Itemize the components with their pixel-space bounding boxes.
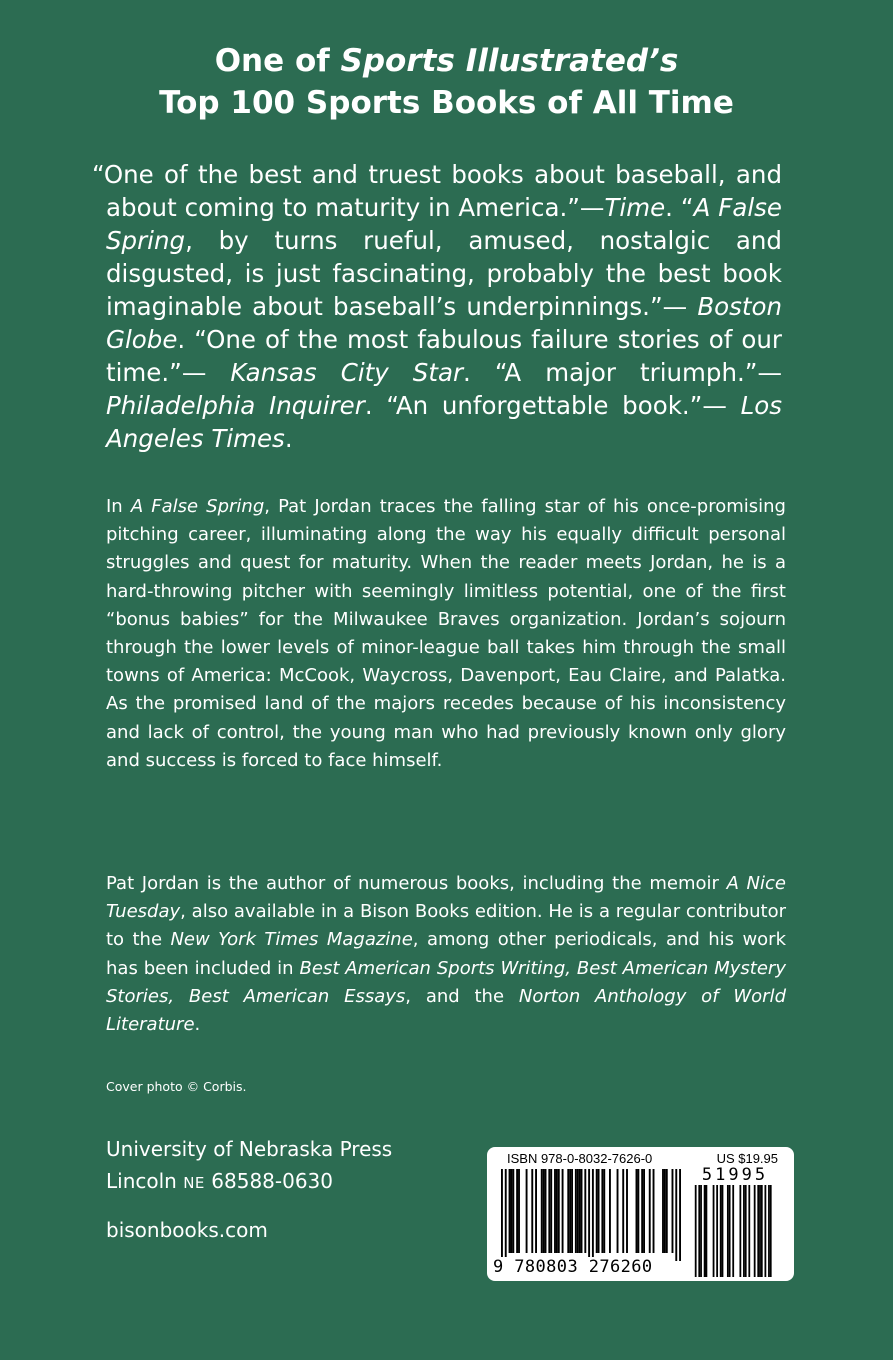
addon-bar [732, 1185, 734, 1277]
ean-digits: 9 780803 276260 [493, 1257, 653, 1277]
addon-bar [706, 1185, 708, 1277]
addon-bar [695, 1185, 697, 1277]
publisher-address: Lincoln NE 68588-0630 [106, 1169, 334, 1193]
memoir-title: A Nice Tuesday [106, 873, 786, 923]
addon-bar [761, 1185, 763, 1277]
ean-bar [666, 1169, 668, 1253]
addon-digits: 51995 [701, 1165, 769, 1185]
ean-bar [679, 1169, 681, 1261]
ean-bar [601, 1169, 603, 1253]
ean-bar [545, 1169, 547, 1253]
ean-bar [556, 1169, 558, 1253]
magazine-title: New York Times Magazine [170, 929, 413, 951]
ean-bar [571, 1169, 573, 1253]
addon-bar [759, 1185, 761, 1277]
addon-bar [745, 1185, 747, 1277]
addon-bar [757, 1185, 759, 1277]
anthology-title: Norton Anthology of World Literature [106, 985, 786, 1036]
addon-bar [748, 1185, 750, 1277]
quote-source: Boston Globe [106, 292, 782, 354]
addon-bar [770, 1185, 772, 1277]
ean-bar [562, 1169, 564, 1253]
ean-bar [531, 1169, 533, 1253]
ean-bar [626, 1169, 628, 1253]
ean-bar [569, 1169, 571, 1253]
addon-bar [764, 1185, 766, 1277]
ean-bar [543, 1169, 545, 1253]
ean-bar [505, 1169, 507, 1261]
addon-bar [704, 1185, 706, 1277]
addon-bar [700, 1185, 702, 1277]
book-title: A False Spring [130, 496, 265, 517]
ean-bar [581, 1169, 583, 1253]
ean-bar [617, 1169, 619, 1253]
magazine-title: Sports Illustrated’s [340, 43, 679, 79]
headline [0, 40, 893, 124]
ean-bar [501, 1169, 503, 1261]
ean-bar [609, 1169, 611, 1253]
addon-bar [727, 1185, 729, 1277]
addon-bar [754, 1185, 756, 1277]
ean-bar [592, 1169, 594, 1261]
ean-bar [535, 1169, 537, 1253]
addon-bar [720, 1185, 722, 1277]
quote-source: Time [604, 193, 666, 222]
anthology-titles: Best American Sports Writing, Best American Mystery Stories, Best American Essays [106, 957, 786, 1007]
ean-bar [664, 1169, 666, 1253]
headline-line-2: Top 100 Sports Books of All Time [159, 85, 734, 121]
quote-source: Kansas City Star [230, 358, 464, 387]
addon-bar [713, 1185, 715, 1277]
addon-bar [722, 1185, 724, 1277]
photo-credit: Cover photo © Corbis. [106, 1079, 247, 1094]
ean-bar [510, 1169, 512, 1253]
price-label: US $19.95 [716, 1151, 778, 1166]
addon-bar [739, 1185, 741, 1277]
ean-bar [584, 1169, 586, 1253]
ean-bar [579, 1169, 581, 1253]
ean-bar [518, 1169, 520, 1253]
quote-source: Philadelphia Inquirer [106, 391, 365, 420]
book-title: A False Spring [106, 193, 782, 255]
ean-bar [643, 1169, 645, 1253]
publisher-name: University of Nebraska Press [106, 1137, 393, 1161]
book-description: In A False Spring, Pat Jordan traces the falling star of his once-promising pitching career, illuminating along the way his equally difficult personal struggles and quest for maturity. When the reader meets Jordan, he is a hard-throwing pitcher with seemingly limitless potential, one of the first “bonus babies” for the Milwaukee Braves organization. Jordan’s sojourn through the lower levels of minor-league ball takes him through the small towns of America: McCook, Waycross, Davenport, Eau Claire, and Palatka. As the promised land of the majors recedes because of his inconsistency and lack of control, the young man who had previously known only glory and success is forced to face himself. [106, 496, 786, 771]
review-quotes: “One of the best and truest books about baseball, and about coming to maturity in America.”—Time. “A False Spring, by turns rueful, amused, nostalgic and disgusted, is just fascinating, probably the best book imaginable about baseball’s underpinnings.”— Boston Globe. “One of the most fabulous failure stories of our time.”— Kansas City Star. “A major triumph.”— Philadelphia Inquirer. “An unforgettable book.”— Los Angeles Times. [92, 160, 782, 453]
barcode-panel [487, 1147, 794, 1281]
ean-bar [567, 1169, 569, 1253]
ean-barcode [501, 1169, 681, 1261]
ean-bar [550, 1169, 552, 1253]
addon-bar [768, 1185, 770, 1277]
addon-bar [716, 1185, 718, 1277]
ean-bar [512, 1169, 514, 1253]
ean-bar [637, 1169, 639, 1253]
addon-bar [698, 1185, 700, 1277]
ean-bar [526, 1169, 528, 1253]
ean-bar [558, 1169, 560, 1253]
addon-bar [743, 1185, 745, 1277]
author-bio: Pat Jordan is the author of numerous books, including the memoir A Nice Tuesday, also available in a Bison Books edition. He is a regular contributor to the New York Times Magazine, among other periodicals, and his work has been included in Best American Sports Writing, Best American Mystery Stories, Best American Essays, and the Norton Anthology of World Literature. [106, 873, 787, 1036]
ean-bar [596, 1169, 598, 1253]
addon-bar [729, 1185, 731, 1277]
ean-bar [509, 1169, 511, 1253]
ean-bar [662, 1169, 664, 1253]
publisher-website: bisonbooks.com [106, 1218, 268, 1242]
ean-bar [653, 1169, 655, 1253]
ean-bar [541, 1169, 543, 1253]
ean-bar [603, 1169, 605, 1253]
ean-bar [575, 1169, 577, 1253]
ean-bar [636, 1169, 638, 1253]
quote-source: Los Angeles Times [106, 391, 782, 453]
ean-bar [577, 1169, 579, 1253]
ean-bar [554, 1169, 556, 1253]
ean-bar [672, 1169, 674, 1253]
ean-bar [516, 1169, 518, 1253]
ean-bar [622, 1169, 624, 1253]
ean-bar [649, 1169, 651, 1253]
publisher-info [106, 1133, 392, 1199]
isbn-label: ISBN 978-0-8032-7626-0 [507, 1151, 653, 1166]
ean-bar [675, 1169, 677, 1261]
ean-bar [598, 1169, 600, 1253]
ean-bar [588, 1169, 590, 1261]
addon-barcode [693, 1185, 777, 1277]
headline-line-1: One of Sports Illustrated’s [214, 43, 679, 79]
ean-bar [641, 1169, 643, 1253]
ean-bar [548, 1169, 550, 1253]
